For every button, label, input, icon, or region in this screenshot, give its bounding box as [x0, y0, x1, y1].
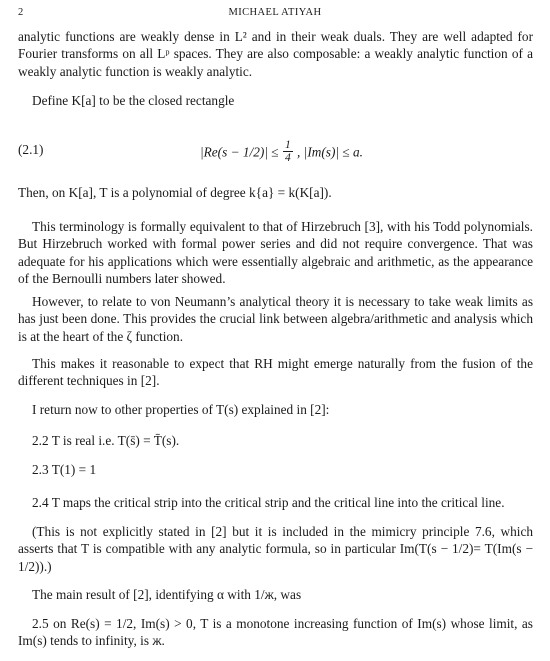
- paragraph-terminology: This terminology is formally equivalent to that of Hirzebruch [3], with his Todd polynomials. But Hirzebruch worked with formal power series and did not require convergence. That was adequate for his applications which were essentially algebraic and arithmetic, as the appearance of the Bernoulli numbers later showed.: [18, 219, 533, 287]
- property-2-3: 2.3 T(1) = 1: [32, 462, 97, 477]
- paragraph-rh: This makes it reasonable to expect that RH might emerge naturally from the fusion of the different techniques in [2].: [18, 356, 533, 389]
- paragraph-main-result: The main result of [2], identifying α with 1/ж, was: [32, 587, 302, 602]
- paragraph-define: Define K[a] to be the closed rectangle: [32, 93, 235, 108]
- fraction-denominator: 4: [284, 152, 291, 164]
- paragraph-however: However, to relate to von Neumann’s analytical theory it is necessary to take weak limits as has just been done. This provides the crucial link between algebra/arithmetic and analysis which is at the heart of the ζ function.: [18, 294, 533, 344]
- equation-fraction: [283, 139, 293, 164]
- page-header: [18, 4, 532, 18]
- property-2-4: 2.4 T maps the critical strip into the critical strip and the critical line into the critical line.: [32, 495, 505, 510]
- running-head: MICHAEL ATIYAH: [228, 7, 322, 18]
- paragraph-then: Then, on K[a], T is a polynomial of degree k{a} = k(K[a]).: [18, 185, 332, 200]
- property-2-5: 2.5 on Re(s) = 1/2, Im(s) > 0, T is a monotone increasing function of Im(s) whose limit, as Im(s) tends to infinity, is ж.: [18, 616, 533, 649]
- equation-right: , |Im(s)| ≤ a.: [297, 144, 363, 160]
- property-2-2: 2.2 T is real i.e. T(s̄) = T̄(s).: [32, 433, 180, 448]
- equation-left: |Re(s − 1/2)| ≤: [200, 144, 279, 160]
- paragraph-intro: analytic functions are weakly dense in L² and in their weak duals. They are well adapted for Fourier transforms on all Lᵖ spaces. They are also composable: a weakly analytic function of a weakly analytic function is weakly analytic.: [18, 29, 533, 79]
- equation-label: (2.1): [18, 142, 44, 157]
- paragraph-parenthetical: (This is not explicitly stated in [2] but it is included in the mimicry principle 7.6, which asserts that T is compatible with any analytic formula, so in particular Im(T(s − 1/2)= T(Im(s − 1/2)).): [18, 524, 533, 574]
- equation-body: [200, 141, 363, 166]
- page-number: 2: [18, 7, 24, 18]
- fraction-numerator: 1: [284, 139, 291, 151]
- equation-2-1: [18, 131, 533, 165]
- paragraph-return: I return now to other properties of T(s) explained in [2]:: [32, 402, 330, 417]
